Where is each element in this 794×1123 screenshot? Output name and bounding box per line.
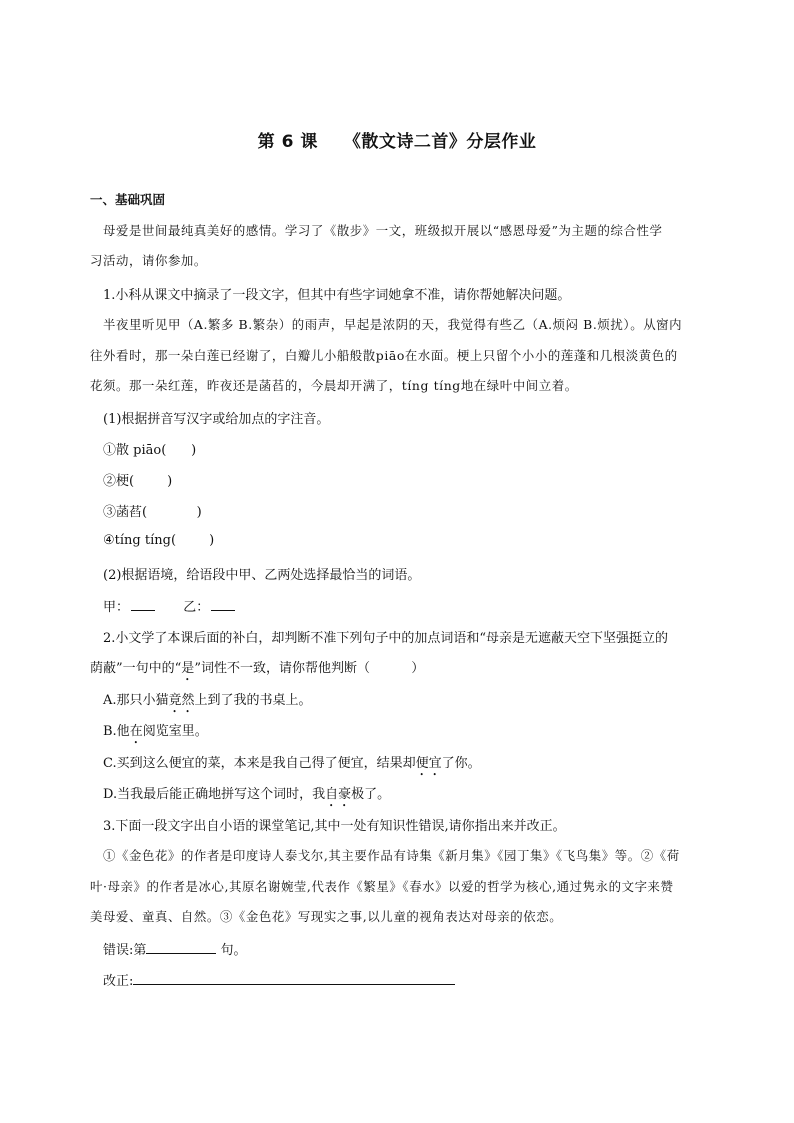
q1-item-1-text: ①散 piāo(: [103, 443, 167, 458]
q1-item-3: [103, 501, 733, 520]
option-a-dotted: 竟然: [168, 693, 195, 708]
lesson-number: 第 6 课: [257, 132, 318, 152]
q1-item-4-close: ): [209, 533, 215, 548]
q2-option-c: [103, 752, 733, 779]
option-d-post: 极了。: [351, 787, 391, 802]
q3-error-row: [103, 939, 733, 958]
error-suffix: 句。: [220, 943, 247, 958]
error-blank[interactable]: [146, 941, 216, 954]
q2-option-d: [103, 783, 733, 810]
option-b-dotted: 在: [129, 724, 143, 739]
intro-line-2: 习活动，请你参加。: [90, 253, 207, 268]
q2-option-a: [103, 689, 733, 716]
q1-passage-line-2: 往外看时，那一朵白莲已经谢了，白瓣儿小船般散piāo在水面。梗上只留个小小的莲蓬和几根淡黄色的: [90, 348, 678, 363]
q1-item-2-close: ): [167, 474, 173, 489]
q2-stem-pre: 荫蔽”一句中的“: [90, 661, 182, 676]
q3-passage-line-2: 叶·母亲》的作者是冰心,其原名谢婉莹,代表作《繁星》《春水》以爱的哲学为核心,通过隽永的文字来赞: [90, 879, 674, 894]
jia-blank[interactable]: [131, 598, 155, 611]
q1-passage-line-1: 半夜里听见甲（A.繁多 B.繁杂）的雨声，早起是浓阴的天，我觉得有些乙（A.烦闷 B.烦扰）。从窗内: [103, 317, 683, 332]
q1-item-1-close: ): [191, 443, 197, 458]
yi-blank[interactable]: [211, 598, 235, 611]
fix-label: 改正:: [103, 974, 134, 989]
option-c-post: 了你。: [441, 756, 481, 771]
q2-stem-line-1: 2.小文学了本课后面的补白，却判断不准下列句子中的加点词语和“母亲是无遮蔽天空下坚强挺立的: [103, 631, 669, 646]
q2-stem-line-2: [90, 657, 720, 684]
lesson-name: 《散文诗二首》分层作业: [343, 132, 537, 152]
yi-label: 乙：: [183, 600, 210, 615]
q2-stem-dotted: 是: [181, 661, 195, 676]
option-b-post: 阅览室里。: [142, 724, 208, 739]
option-b-pre: B.他: [103, 724, 130, 739]
q3-stem: 3.下面一段文字出自小语的课堂笔记,其中一处有知识性错误,请你指出来并改正。: [103, 819, 566, 834]
q3-fix-row: [103, 970, 733, 989]
q2-close: ）: [411, 661, 425, 676]
q2-option-b: [103, 720, 733, 747]
error-label: 错误:第: [103, 943, 147, 958]
q1-answer-row: [103, 596, 733, 615]
q1-item-3-text: ③菡萏(: [103, 505, 148, 520]
fix-blank[interactable]: [133, 972, 455, 985]
option-a-post: 上到了我的书桌上。: [194, 693, 312, 708]
option-d-dotted: 自豪: [325, 787, 352, 802]
q1-item-4-text: ④tíng tíng(: [103, 533, 177, 548]
q1-item-2-text: ②梗(: [103, 474, 135, 489]
option-a-pre: A.那只小猫: [103, 693, 169, 708]
q1-item-2: [103, 470, 733, 489]
q1-stem: 1.小科从课文中摘录了一段文字，但其中有些字词她拿不准，请你帮她解决问题。: [103, 288, 571, 303]
q1-sub1: (1)根据拼音写汉字或给加点的字注音。: [103, 412, 330, 427]
option-c-pre: C.买到这么便宜的菜，本来是我自己得了便宜，结果却: [103, 756, 416, 771]
page-title: [0, 127, 794, 152]
intro-line-1: 母爱是世间最纯真美好的感情。学习了《散步》一文，班级拟开展以“感恩母爱”为主题的综合性学: [103, 223, 663, 238]
q3-passage-line-1: ①《金色花》的作者是印度诗人泰戈尔,其主要作品有诗集《新月集》《园丁集》《飞鸟集》等。②《荷: [103, 848, 680, 863]
jia-label: 甲：: [103, 600, 130, 615]
option-d-pre: D.当我最后能正确地拼写这个词时，我: [103, 787, 326, 802]
q2-stem-post: ”词性不一致，请你帮他判断（: [194, 661, 370, 676]
q1-passage-line-3: 花须。那一朵红莲，昨夜还是菡萏的，今晨却开满了，tíng tíng地在绿叶中间立着。: [90, 378, 578, 393]
q1-item-3-close: ): [196, 505, 202, 520]
q1-item-4: [103, 533, 733, 548]
option-c-dotted: 便宜: [415, 756, 442, 771]
q1-item-1: [103, 439, 733, 458]
q3-passage-line-3: 美母爱、童真、自然。③《金色花》写现实之事,以儿童的视角表达对母亲的依恋。: [90, 909, 563, 924]
section-heading: 一、基础巩固: [90, 192, 166, 207]
q1-sub2: (2)根据语境，给语段中甲、乙两处选择最恰当的词语。: [103, 568, 421, 583]
